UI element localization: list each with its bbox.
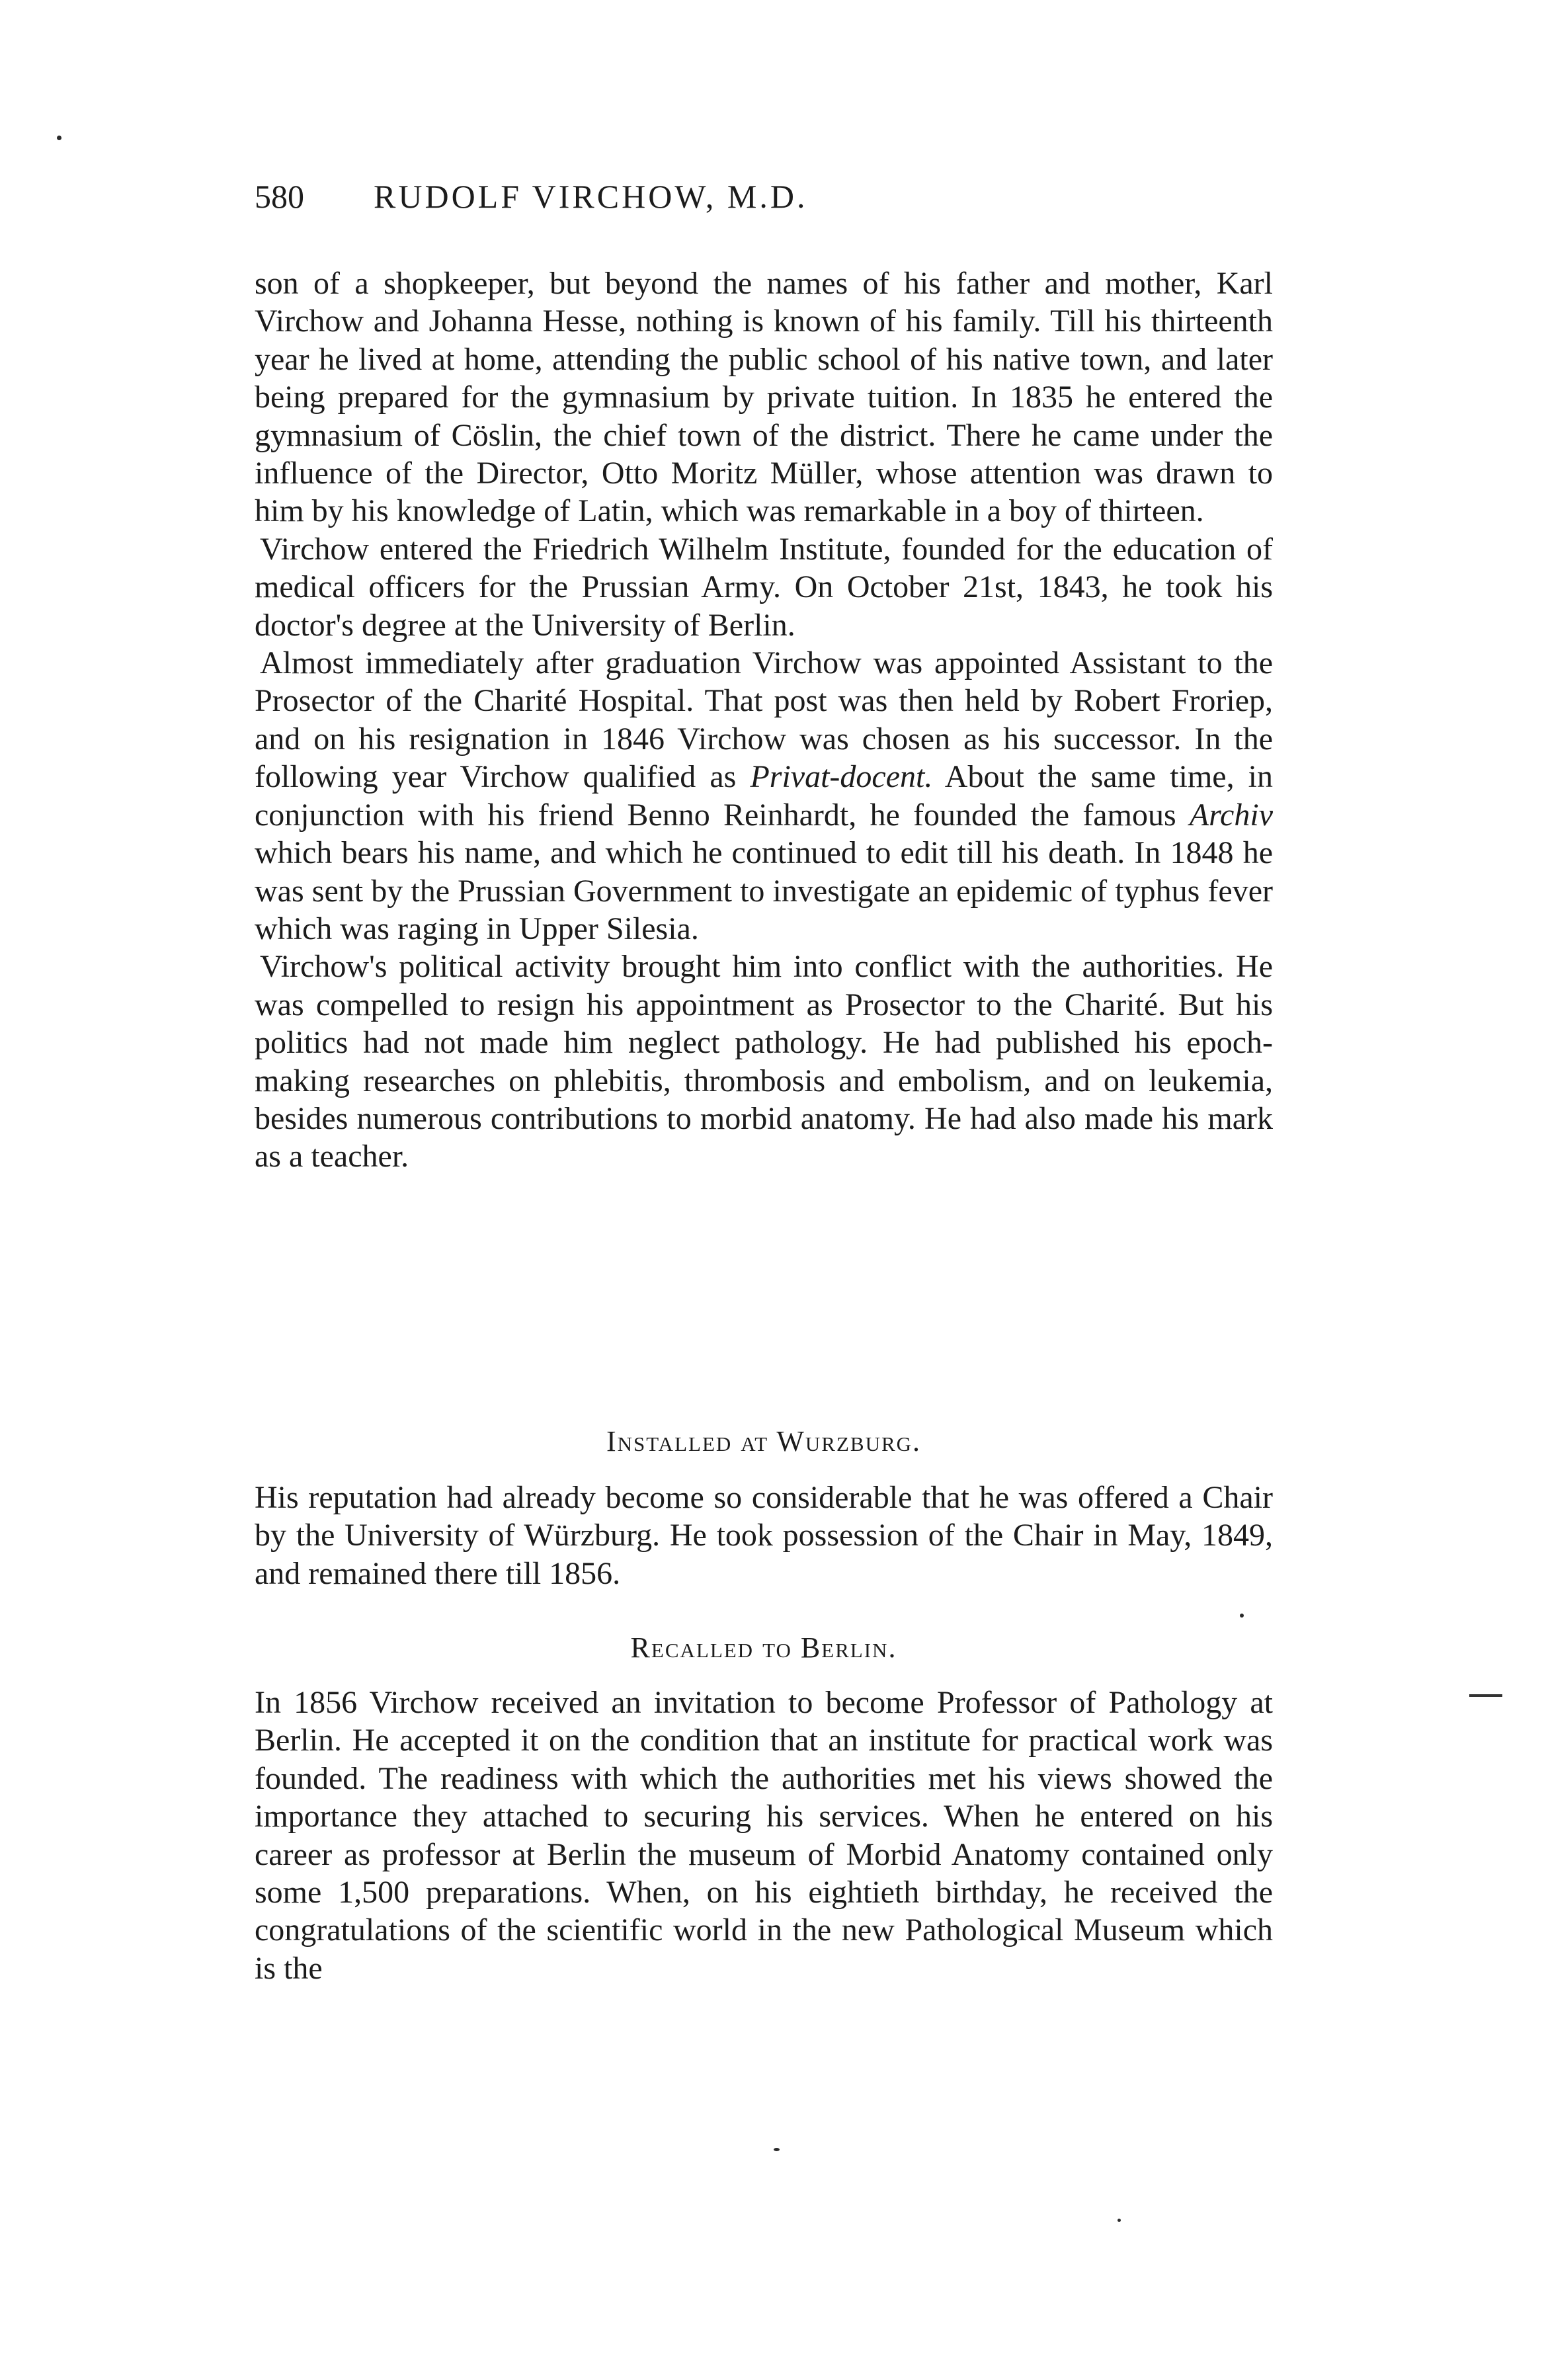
section-heading-wurzburg: Installed at Wurzburg.	[606, 1425, 922, 1457]
print-speck	[774, 2148, 780, 2151]
privat-docent-emphasis: Privat-docent.	[750, 759, 933, 795]
archiv-emphasis: Archiv	[1189, 797, 1273, 833]
margin-mark	[1469, 1694, 1502, 1697]
paragraph-wurzburg: His reputation had already become so considerable that he was offered a Chair by the University of Würzburg. He took possession of the Chair in May, 1849, and remained there till 1856.	[255, 1480, 1273, 1591]
paragraph-charite-part-b: About the same time, in conjunction with his friend Benno Reinhardt, he founded the famous	[255, 759, 1273, 833]
section-heading-berlin: Recalled to Berlin.	[630, 1631, 897, 1664]
paragraph-charite-part-c: which bears his name, and which he continued to edit till his death. In 1848 he was sent by the Prussian Government to investigate an epidemic of typhus fever which was raging in Upper Silesia.	[255, 835, 1273, 946]
body-text-section-1	[255, 265, 1273, 1176]
print-speck	[57, 136, 61, 140]
body-text-section-3	[255, 1684, 1273, 1987]
body-text-section-2	[255, 1479, 1273, 1592]
print-speck	[1240, 1614, 1244, 1618]
paragraph-charite	[255, 644, 1273, 948]
page-number: 580	[255, 178, 304, 215]
print-speck	[1117, 2219, 1121, 2222]
paragraph-berlin-professor: In 1856 Virchow received an invitation to become Professor of Pathology at Berlin. He accepted it on the condition that an institute for practical work was founded. The readiness with which the authorities met his views showed the importance they attached to securing his services. When he entered on his career as professor at Berlin the museum of Morbid Anatomy contained only some 1,500 preparations. When, on his eightieth birthday, he received the congratulations of the scientific world in the new Pathological Museum which is the	[255, 1685, 1273, 1986]
running-head: RUDOLF VIRCHOW, M.D.	[374, 178, 808, 215]
paragraph-politics: Virchow's political activity brought him into conflict with the authorities. He was compelled to resign his appointment as Prosector to the Charité. But his politics had not made him neglect pathology. He had published his epoch-making researches on phlebitis, thrombosis and embolism, and on leukemia, besides numerous contributions to morbid anatomy. He had also made his mark as a teacher.	[255, 949, 1273, 1174]
paragraph-early-life: son of a shopkeeper, but beyond the names of his father and mother, Karl Virchow and Johanna Hesse, nothing is known of his family. Till his thirteenth year he lived at home, attending the public school of his native town, and later being prepared for the gymnasium by private tuition. In 1835 he entered the gymnasium of Cöslin, the chief town of the district. There he came under the influence of the Director, Otto Moritz Müller, whose attention was drawn to him by his knowledge of Latin, which was remarkable in a boy of thirteen.	[255, 266, 1273, 529]
paragraph-charite-part-a: Almost immediately after graduation Virchow was appointed Assistant to the Prosector of the Charité Hospital. That post was then held by Robert Froriep, and on his resignation in 1846 Virchow was chosen as his successor. In the following year Virchow qualified as	[255, 645, 1273, 795]
paragraph-institute: Virchow entered the Friedrich Wilhelm Institute, founded for the education of medical officers for the Prussian Army. On October 21st, 1843, he took his doctor's degree at the University of Berlin.	[255, 531, 1273, 643]
page-header	[255, 173, 1273, 220]
